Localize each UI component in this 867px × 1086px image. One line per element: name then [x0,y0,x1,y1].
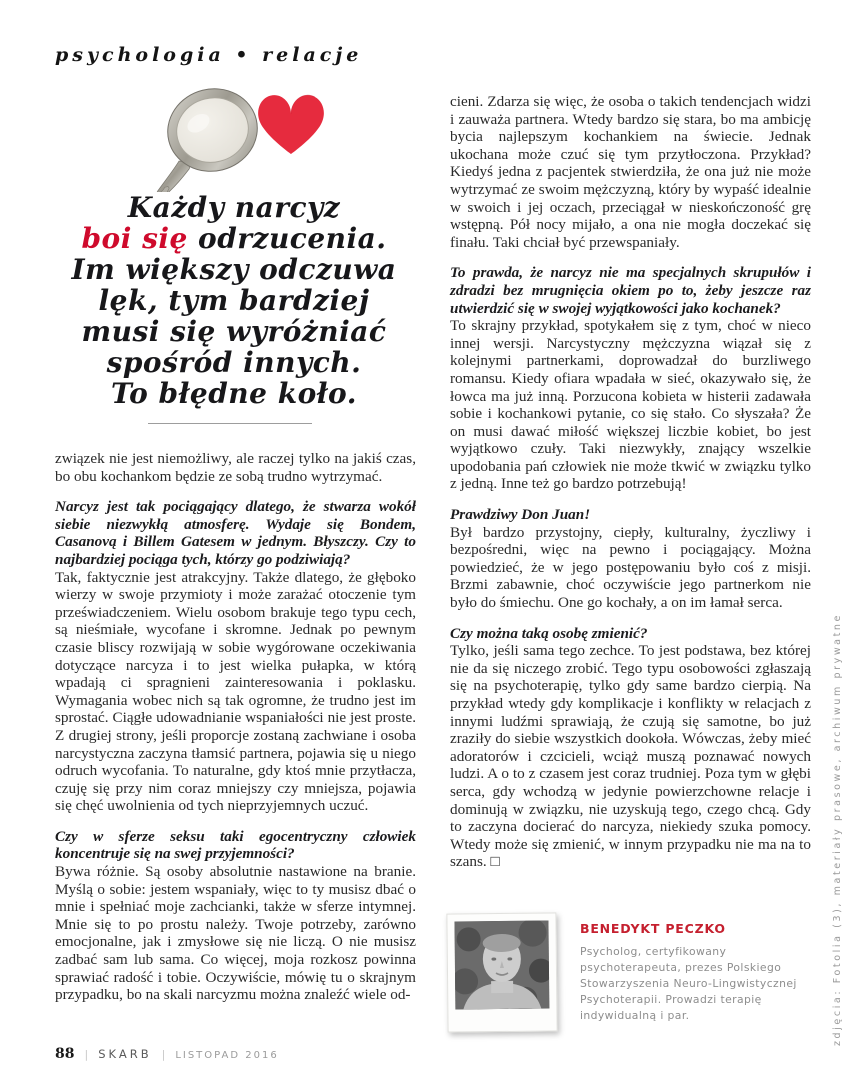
quote-line: boi się odrzucenia. [81,222,387,255]
author-name: BENEDYKT PECZKO [580,921,726,936]
page-footer [55,1046,279,1062]
quote-highlight: boi się [81,222,188,255]
interview-answer: Bywa różnie. Są osoby absolutnie nastawione na branie. Myślą o sobie: jestem wspaniały, więc to ty musisz dbać o mnie i spełniać moje zachcianki, także w sferze intymnej. Mnie się to po prostu należy. Twoje potrzeby, zarówno emocjonalne, jak i zmysłowe się nie liczą. O nie musisz zadbać sam lub sama. Co więcej, moja rozkosz powinna sprawiać radość i tobie. Oczywiście, mówię tu o skrajnym przypadku, bo na skali narcyzmu można znaleźć wiele od- [55,863,416,1004]
interview-question: Czy w sferze seksu taki egocentryczny człowiek koncentruje się na swej przyjemności? [55,827,416,863]
right-column [450,93,811,883]
interview-answer: Był bardzo przystojny, ciepły, kulturalny, życzliwy i bezpośredni, więc na pewno i pociągający. Można powiedzieć, że w jego postępowaniu było coś z misji. Brzmi zabawnie, choć oczywiście jego partnerkom nie było do śmiechu. One go kochały, a on im łamał serca. [450,523,811,612]
author-photo [454,921,549,1010]
interview-question: To prawda, że narcyz nie ma specjalnych skrupułów i zdradzi bez mrugnięcia okiem po to, żeby jeszcze raz utwierdzić się w swojej wyjątkowości jako kochanek? [450,264,811,317]
author-description: Psycholog, certyfikowany psychoterapeuta, prezes Polskiego Stowarzyszenia Neuro-Lingwistycznej Psychoterapii. Prowadzi terapię indywidualną i par. [580,945,797,1022]
quote-line: Im większy odczuwa [71,253,397,286]
portrait-image [454,921,549,1010]
paragraph: związek nie jest niemożliwy, ale raczej tylko na jakiś czas, bo obu kochankom będzie ze sobą trudno wytrzymać. [55,450,416,485]
interview-answer: Tak, faktycznie jest atrakcyjny. Także dlatego, że głęboko wierzy w swoje przymioty i może zarażać otoczenie tym przeświadczeniem. Wielu osobom brakuje tego typu cech, są nieśmiałe, wycofane i skromne. Jednak po pewnym czasie bliscy rozwijają w sobie wygórowane oczekiwania dotyczące narcyza i to jest wielka pułapka, w którą wpadają ci spragnieni zainteresowania i poklasku. Wymagania wobec nich są tak ogromne, że trudno jest im sprostać. Ciągłe udowadnianie wspaniałości nie jest proste. Z drugiej strony, jeśli proporcje zostaną zachwiane i osoba narcystyczna zaczyna tłamsić partnera, pojawia się u niego odruch wycofania. To naturalne, gdy ktoś mnie przytłacza, czuję się przy nim coraz mniejszy czy mniejsza, pojawia się chęć uwolnienia od tych nieprzyjemnych uczuć. [55,568,416,815]
section-kicker: psychologia • relacje [55,44,363,66]
quote-line: spośród innych. [106,346,362,379]
interview-question: Narcyz jest tak pociągający dlatego, że stwarza wokół siebie niezwykłą atmosferę. Wydaje się Bondem, Casanovą i Billem Gatesem w jednym. Błyszczy. Czy to najbardziej pociąga tych, którzy go podziwiają? [55,498,416,568]
mirror-heart-illustration [143,84,353,192]
quote-line: Każdy narcyz [127,191,341,224]
interview-question: Czy można taką osobę zmienić? [450,624,648,642]
footer-separator: | [161,1048,166,1061]
photo-credit: zdjęcia: Fotolia (3), materiały prasowe, archiwum prywatne [832,612,843,1046]
heart-icon [258,95,324,154]
quote-divider [148,423,312,424]
magazine-name: SKARB [98,1047,152,1061]
interview-answer: To skrajny przykład, spotykałem się z tym, choć w nieco innej wersji. Narcystyczny mężczyzna wiązał się z kolejnymi partnerkami, doprowadzał do burzliwego romansu. Kiedy ofiara wpadała w sieć, okazywało się, że łowca ma już inną. Porzucona kobieta w histerii zadawała sobie i kochankowi pytanie, co się stało. Co słyszała? Że on musi dawać miłość większej liczbie kobiet, bo jest wyjątkowo czuły. Taki niezwykły, znający wszelkie upodobania pań człowiek nie może tkwić w związku tylko z jedną. Inne też go bardzo potrzebują! [450,317,811,493]
quote-line: lęk, tym bardziej [98,284,370,317]
quote-line: To błędne koło. [111,377,357,410]
issue-date: LISTOPAD 2016 [175,1050,279,1061]
page-number: 88 [55,1046,75,1062]
pull-quote [38,192,430,409]
article-art [143,84,353,192]
mirror-icon [143,84,269,192]
interview-question: Prawdziwy Don Juan! [450,506,591,524]
left-column [55,450,416,1035]
author-info [580,921,805,1024]
quote-line: musi się wyróżniać [81,315,387,348]
interview-answer: Tylko, jeśli sama tego zechce. To jest podstawa, bez której nie da się niczego zrobić. Tego typu osobowości zgłaszają się na psychoterapię, tylko gdy same bardzo cierpią. Na przykład wtedy gdy komplikacje i konflikty w relacjach z innymi ludźmi sprawiają, że czują się samotne, bo już zraziły do siebie wszystkich dookoła. Wówczas, żeby mieć adoratorów i czcicieli, wciąż muszą poznawać nowych ludzi. A o to z czasem jest coraz trudniej. Poza tym w głębi serca, gdy wchodzą w jedynie powierzchowne relacje i dominują w związku, nie uzyskują tego, czego chcą. Gdy to zaczyna docierać do narcyza, niekiedy szuka pomocy. Wtedy może się zmienić, w innym przypadku nie ma na to szans. □ [450,642,811,871]
footer-separator: | [84,1048,89,1061]
paragraph: cieni. Zdarza się więc, że osoba o takich tendencjach widzi i zauważa partnera. Wtedy bardzo się stara, bo ma ambicję bycia najlepszym kochankiem na świecie. Jednak ukochana może czuć się tym przytłoczona. Przykład? Kiedyś jedna z pacjentek stwierdziła, że ona już nie może wytrzymać ze swoim mężczyzną, który by wypaść idealnie w swoich i jej oczach, przeciągał w nieskończoność grę wstępną. Pół nocy mijało, a ona nie mogła doczekać się finału. Taki chciał być przewspaniały. [450,93,811,251]
author-photo-frame [446,912,557,1032]
